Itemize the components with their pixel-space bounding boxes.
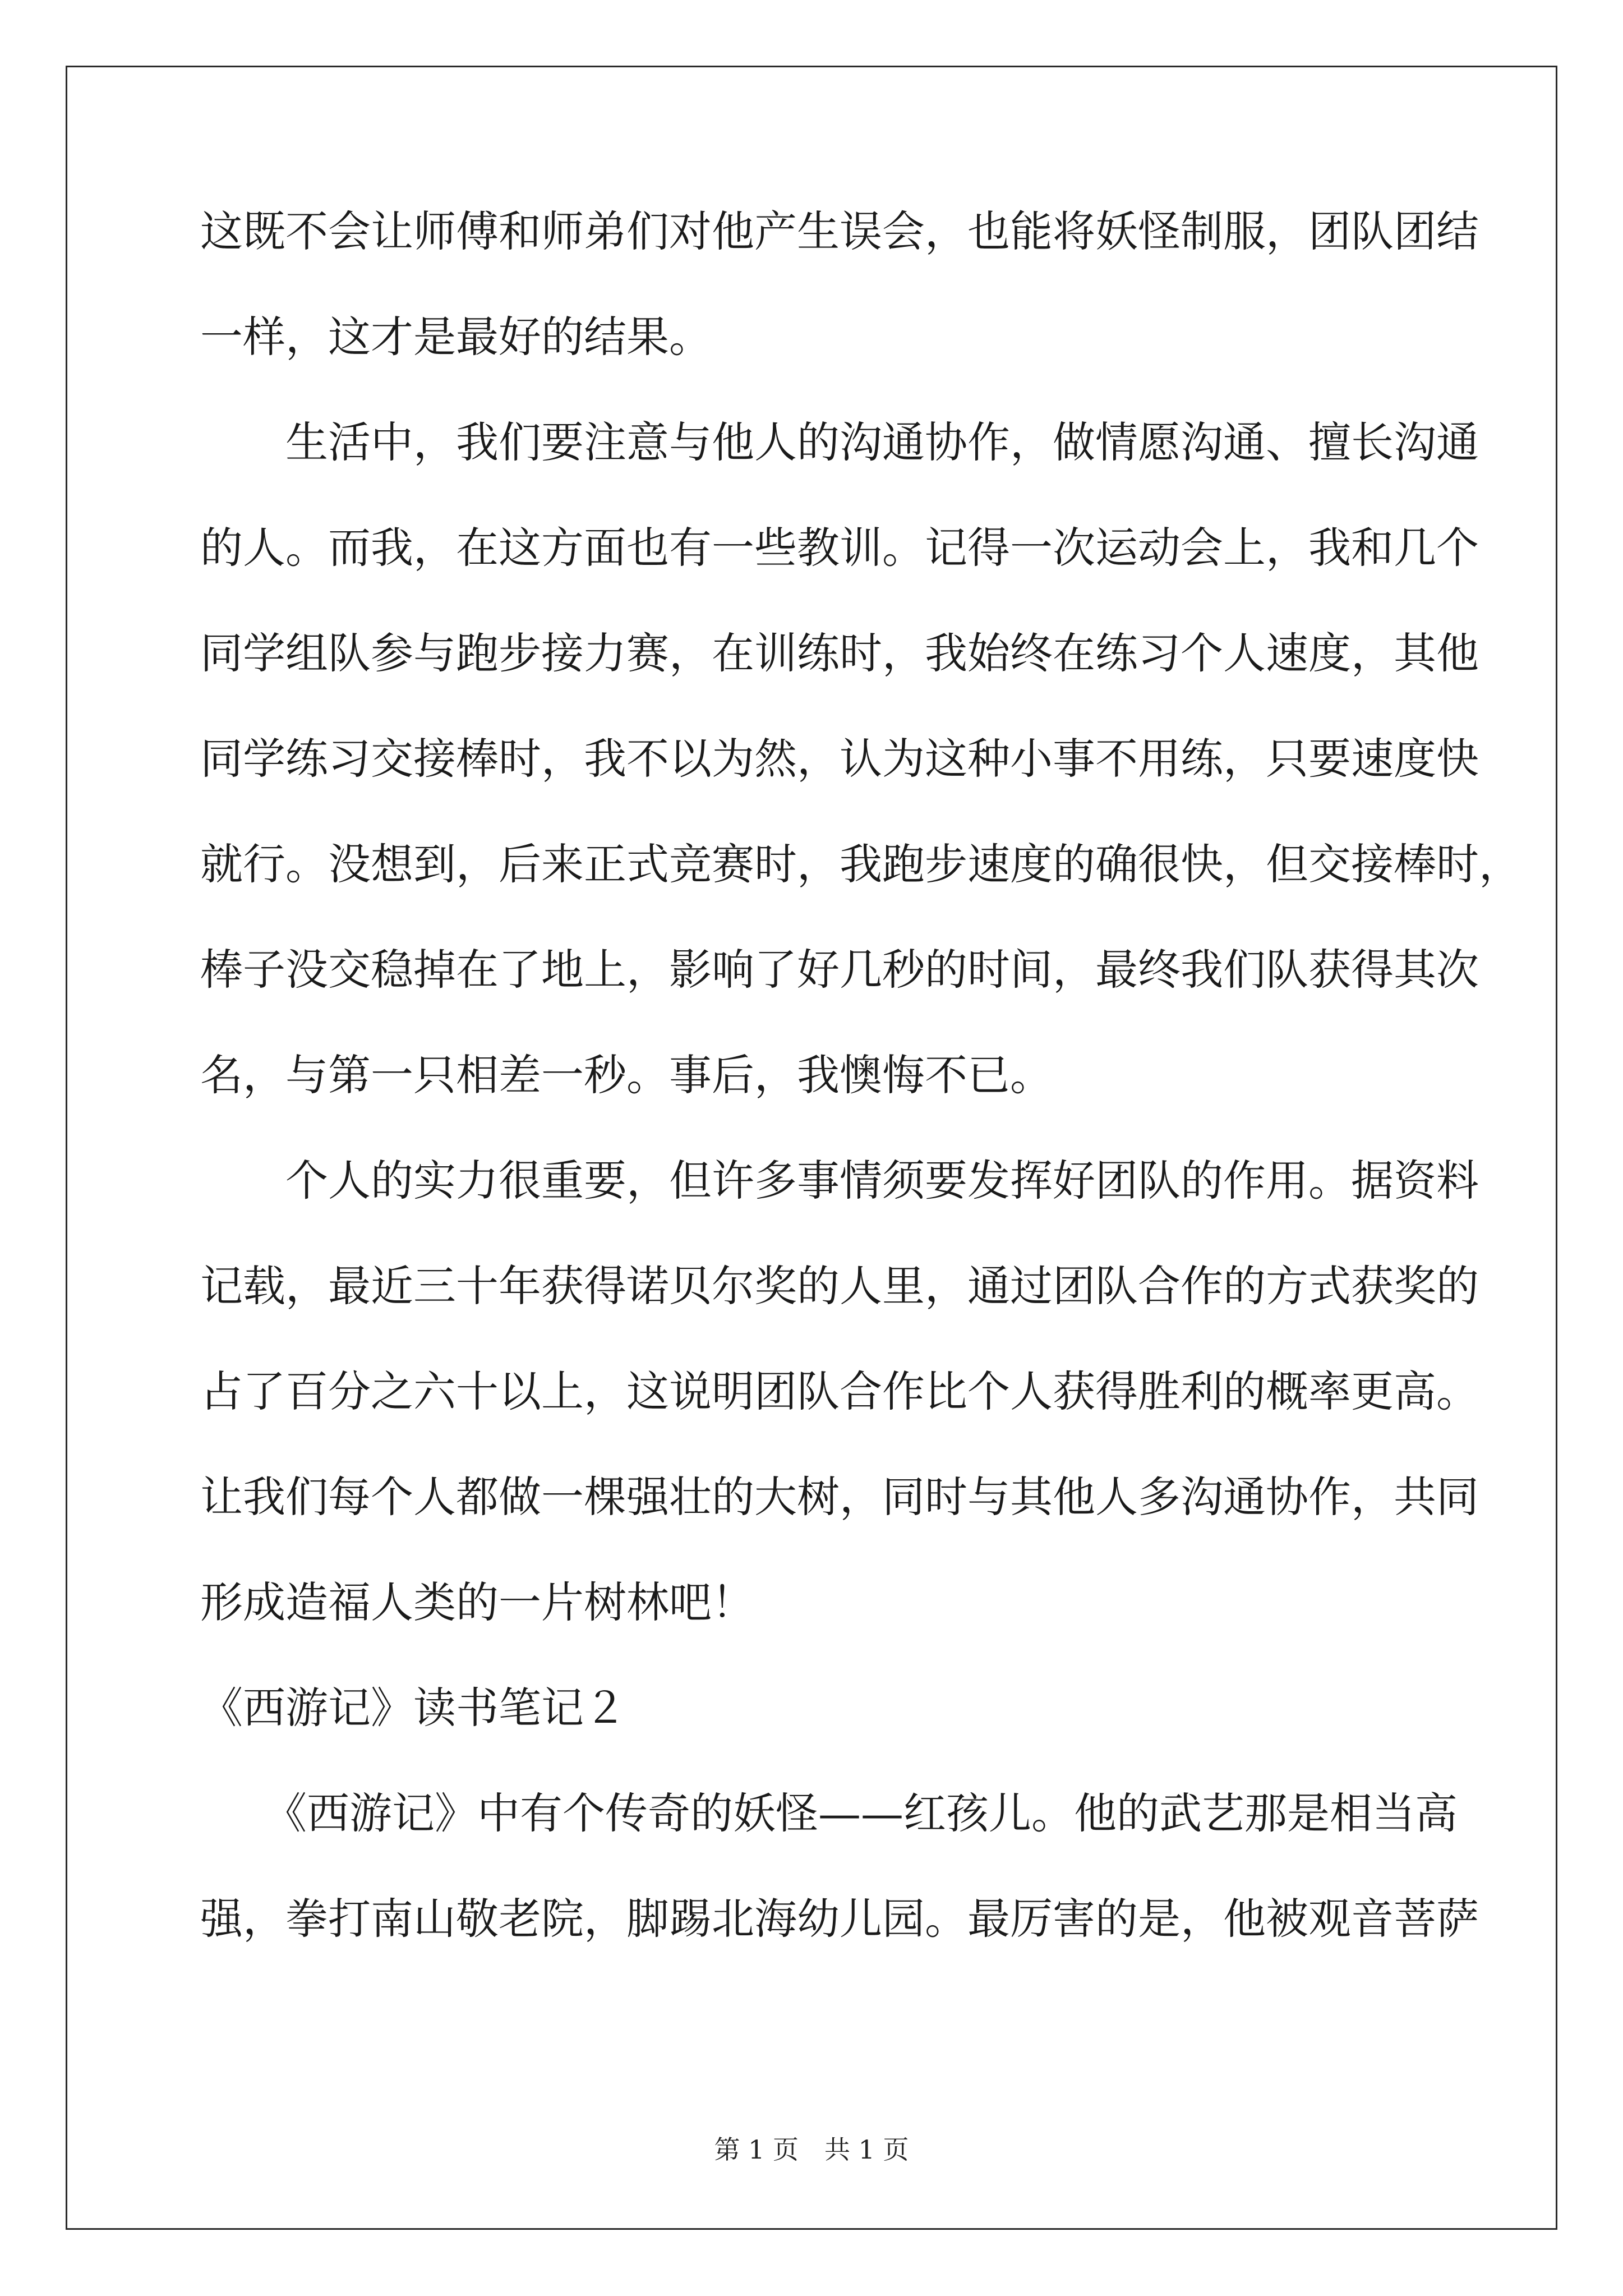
- text-line: 强，拳打南山敬老院，脚踢北海幼儿园。最厉害的是，他被观音菩萨: [200, 1894, 1479, 1944]
- text-line: 让我们每个人都做一棵强壮的大树，同时与其他人多沟通协作，共同: [200, 1472, 1479, 1522]
- paragraph-start-line: 生活中，我们要注意与他人的沟通协作，做情愿沟通、擅长沟通: [200, 417, 1479, 467]
- page-footer: 第 1 页 共 1 页: [714, 2134, 909, 2165]
- text-line: 棒子没交稳掉在了地上，影响了好几秒的时间，最终我们队获得其次: [200, 945, 1479, 995]
- text-line: 记载，最近三十年获得诺贝尔奖的人里，通过团队合作的方式获奖的: [200, 1261, 1479, 1311]
- text-line: 一样，这才是最好的结果。: [200, 312, 712, 362]
- text-line: 同学练习交接棒时，我不以为然，认为这种小事不用练，只要速度快: [200, 734, 1479, 784]
- paragraph-start-line: 个人的实力很重要，但许多事情须要发挥好团队的作用。据资料: [200, 1156, 1479, 1205]
- text-line: 这既不会让师傅和师弟们对他产生误会，也能将妖怪制服，团队团结: [200, 206, 1479, 256]
- text-line: 名，与第一只相差一秒。事后，我懊悔不已。: [200, 1050, 1053, 1100]
- text-line: 同学组队参与跑步接力赛，在训练时，我始终在练习个人速度，其他: [200, 628, 1479, 678]
- paragraph-start-line: 《西游记》中有个传奇的妖怪——红孩儿。他的武艺那是相当高: [200, 1788, 1458, 1838]
- text-line: 占了百分之六十以上，这说明团队合作比个人获得胜利的概率更高。: [200, 1366, 1479, 1416]
- text-line: 就行。没想到，后来正式竞赛时，我跑步速度的确很快，但交接棒时，: [200, 839, 1521, 889]
- text-line: 的人。而我，在这方面也有一些教训。记得一次运动会上，我和几个: [200, 523, 1479, 573]
- section-heading: 《西游记》读书笔记２: [200, 1683, 626, 1733]
- document-body: [200, 205, 1521, 1945]
- text-line: 形成造福人类的一片树林吧！: [200, 1577, 754, 1627]
